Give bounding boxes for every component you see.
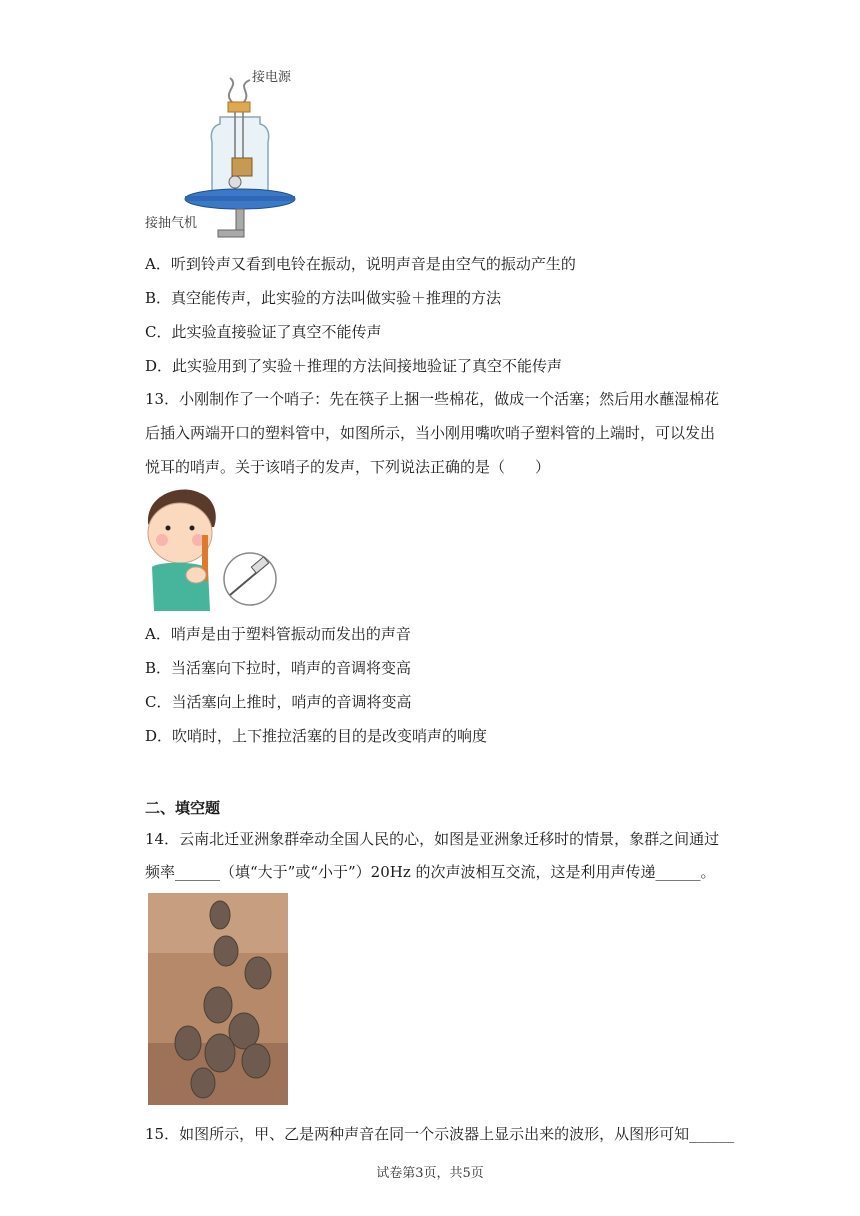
q14-line-2: 频率______（填“大于”或“小于”）20Hz 的次声波相互交流，这是利用声传递______。: [145, 863, 716, 881]
section-heading: 二、填空题: [145, 799, 221, 817]
whistle-figure: [140, 483, 280, 615]
q12-option-b: B．真空能传声，此实验的方法叫做实验＋推理的方法: [145, 289, 502, 307]
q14-line-1: 14．云南北迁亚洲象群牵动全国人民的心，如图是亚洲象迁移时的情景，象群之间通过: [145, 830, 720, 848]
power-label: 接电源: [252, 70, 292, 85]
q13-option-b: B．当活塞向下拉时，哨声的音调将变高: [145, 659, 412, 677]
q13-option-d: D．吹哨时，上下推拉活塞的目的是改变哨声的响度: [145, 727, 488, 745]
pump-label: 接抽气机: [145, 216, 198, 231]
q12-option-c: C．此实验直接验证了真空不能传声: [145, 323, 382, 341]
q13-option-a: A．哨声是由于塑料管振动而发出的声音: [145, 625, 411, 643]
q13-line-3: 悦耳的哨声。关于该哨子的发声，下列说法正确的是（ ）: [145, 458, 551, 476]
q13-line-2: 后插入两端开口的塑料管中，如图所示，当小刚用嘴吹哨子塑料管的上端时，可以发出: [145, 424, 716, 442]
q12-option-d: D．此实验用到了实验＋推理的方法间接地验证了真空不能传声: [145, 357, 563, 375]
q12-option-a: A．听到铃声又看到电铃在振动，说明声音是由空气的振动产生的: [145, 255, 576, 273]
q15-line-1: 15．如图所示，甲、乙是两种声音在同一个示波器上显示出来的波形，从图形可知______: [145, 1125, 735, 1143]
elephant-herd-drawing: [148, 893, 288, 1105]
page-footer: 试卷第3页，共5页: [376, 1166, 484, 1181]
elephant-photo: [148, 893, 288, 1105]
q13-line-1: 13．小刚制作了一个哨子：先在筷子上捆一些棉花，做成一个活塞；然后用水蘸湿棉花: [145, 390, 720, 408]
bell-jar-drawing: [140, 62, 320, 247]
boy-whistle-drawing: [140, 483, 280, 615]
q13-option-c: C．当活塞向上推时，哨声的音调将变高: [145, 693, 412, 711]
bell-jar-figure: [140, 62, 320, 247]
